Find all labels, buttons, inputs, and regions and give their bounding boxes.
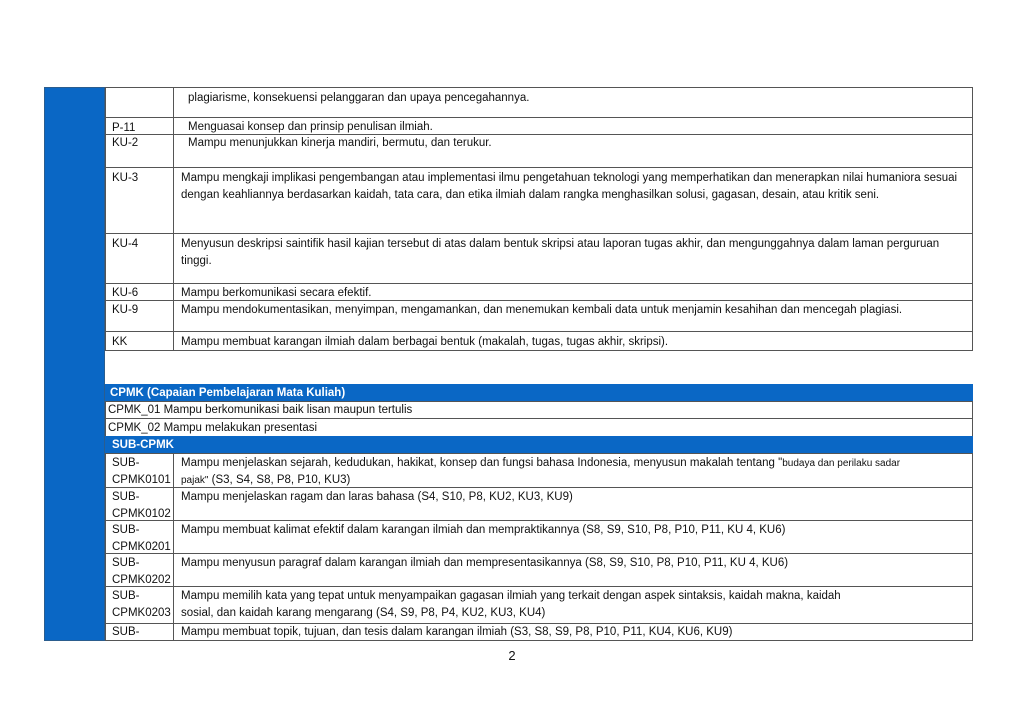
row-code — [106, 454, 174, 487]
row-desc: Mampu mendokumentasikan, menyimpan, mengamankan, dan menemukan kembali data untuk menjamin kesahihan dan mencegah plagiasi. — [181, 304, 903, 316]
row-code: KU-3 — [106, 168, 174, 233]
row-desc-text: Mampu menjelaskan sejarah, kedudukan, hakikat, konsep dan fungsi bahasa Indonesia, menyusun makalah tentang " — [181, 457, 783, 469]
cpmk-item-text: CPMK_02 Mampu melakukan presentasi — [108, 422, 318, 434]
row-desc: Mampu membuat topik, tujuan, dan tesis dalam karangan ilmiah (S3, S8, S9, P8, P10, P11, KU4, KU6, KU9) — [181, 626, 733, 638]
row-code-line: SUB- — [112, 491, 140, 503]
row-code: KK — [106, 332, 174, 350]
row-code: P-11 — [106, 118, 174, 134]
cpmk-header — [105, 384, 973, 402]
table-row — [105, 553, 973, 587]
row-code-line: SUB- — [112, 457, 140, 469]
table-row — [105, 453, 973, 488]
cpmk-item — [105, 401, 973, 419]
row-code: KU-4 — [106, 234, 174, 283]
row-code-line: CPMK0101 — [112, 474, 171, 486]
row-desc: Mampu berkomunikasi secara efektif. — [181, 287, 372, 299]
row-desc: Mampu membuat kalimat efektif dalam karangan ilmiah dan mempraktikannya (S8, S9, S10, P8, P10, P11, KU 4, KU6) — [181, 524, 786, 536]
row-desc: Mampu membuat karangan ilmiah dalam berbagai bentuk (makalah, tugas, tugas akhir, skripsi). — [181, 336, 669, 348]
table-row — [105, 233, 973, 284]
table-row — [105, 331, 973, 351]
subcpmk-header-label: SUB-CPMK — [112, 439, 174, 451]
row-desc — [174, 587, 972, 623]
table-row — [105, 623, 973, 641]
row-desc: Mampu menyusun paragraf dalam karangan ilmiah dan mempresentasikannya (S8, S9, S10, P8, P10, P11, KU 4, KU6) — [181, 557, 789, 569]
row-code: KU-6 — [106, 284, 174, 300]
subcpmk-header — [105, 436, 973, 454]
row-code-line: CPMK0203 — [112, 607, 171, 619]
cpmk-header-label: CPMK (Capaian Pembelajaran Mata Kuliah) — [110, 387, 346, 399]
table-row — [105, 87, 973, 118]
row-code: SUB- — [106, 624, 174, 640]
row-desc: Mampu mengkaji implikasi pengembangan atau implementasi ilmu pengetahuan teknologi yang memperhatikan dan menerapkan nilai humaniora sesuai dengan keahliannya berdasarkan kaidah, tata cara, dan etika ilmiah dalam rangka menghasilkan solusi, gagasan, desain, atau kritik seni. — [181, 172, 958, 201]
cpmk-item-text: CPMK_01 Mampu berkomunikasi baik lisan maupun tertulis — [108, 404, 413, 416]
row-code — [106, 587, 174, 623]
page-number: 2 — [508, 648, 516, 663]
row-code — [106, 521, 174, 553]
row-desc: Menyusun deskripsi saintifik hasil kajian tersebut di atas dalam bentuk skripsi atau laporan tugas akhir, dan mengunggahnya dalam laman perguruan tinggi. — [181, 238, 940, 267]
row-desc — [174, 454, 972, 487]
table-row — [105, 586, 973, 624]
row-desc-text: (S3, S4, S8, P8, P10, KU3) — [208, 474, 351, 486]
cpmk-item — [105, 418, 973, 437]
row-code-line: SUB- — [112, 524, 140, 536]
table-row — [105, 117, 973, 135]
row-code-line: CPMK0102 — [112, 508, 171, 520]
row-desc: Mampu menjelaskan ragam dan laras bahasa (S4, S10, P8, KU2, KU3, KU9) — [181, 491, 573, 503]
row-code-line: CPMK0201 — [112, 541, 171, 553]
row-code: KU-9 — [106, 301, 174, 331]
table-row — [105, 520, 973, 554]
row-code: KU-2 — [106, 135, 174, 167]
row-desc: Menguasai konsep dan prinsip penulisan ilmiah. — [188, 121, 433, 133]
table-row — [105, 487, 973, 521]
table-row — [105, 300, 973, 332]
row-code — [106, 88, 174, 117]
row-desc-line: sosial, dan kaidah karang mengarang (S4, S9, P8, P4, KU2, KU3, KU4) — [181, 607, 546, 619]
row-code — [106, 488, 174, 520]
row-desc-line: Mampu memilih kata yang tepat untuk menyampaikan gagasan ilmiah yang terkait dengan aspek sintaksis, kaidah makna, kaidah — [181, 590, 841, 602]
row-desc: Mampu menunjukkan kinerja mandiri, bermutu, dan terukur. — [188, 137, 492, 149]
table-row — [105, 167, 973, 234]
row-code-line: CPMK0202 — [112, 574, 171, 586]
left-blue-column — [44, 87, 105, 641]
row-code-line: SUB- — [112, 557, 140, 569]
row-desc-small-text: budaya dan perilaku sadar — [782, 458, 901, 469]
table-row — [105, 283, 973, 301]
row-desc-small-text: pajak" — [181, 475, 209, 486]
row-code-line: SUB- — [112, 590, 140, 602]
row-code — [106, 554, 174, 586]
row-desc: plagiarisme, konsekuensi pelanggaran dan upaya pencegahannya. — [188, 92, 530, 104]
table-row — [105, 134, 973, 168]
